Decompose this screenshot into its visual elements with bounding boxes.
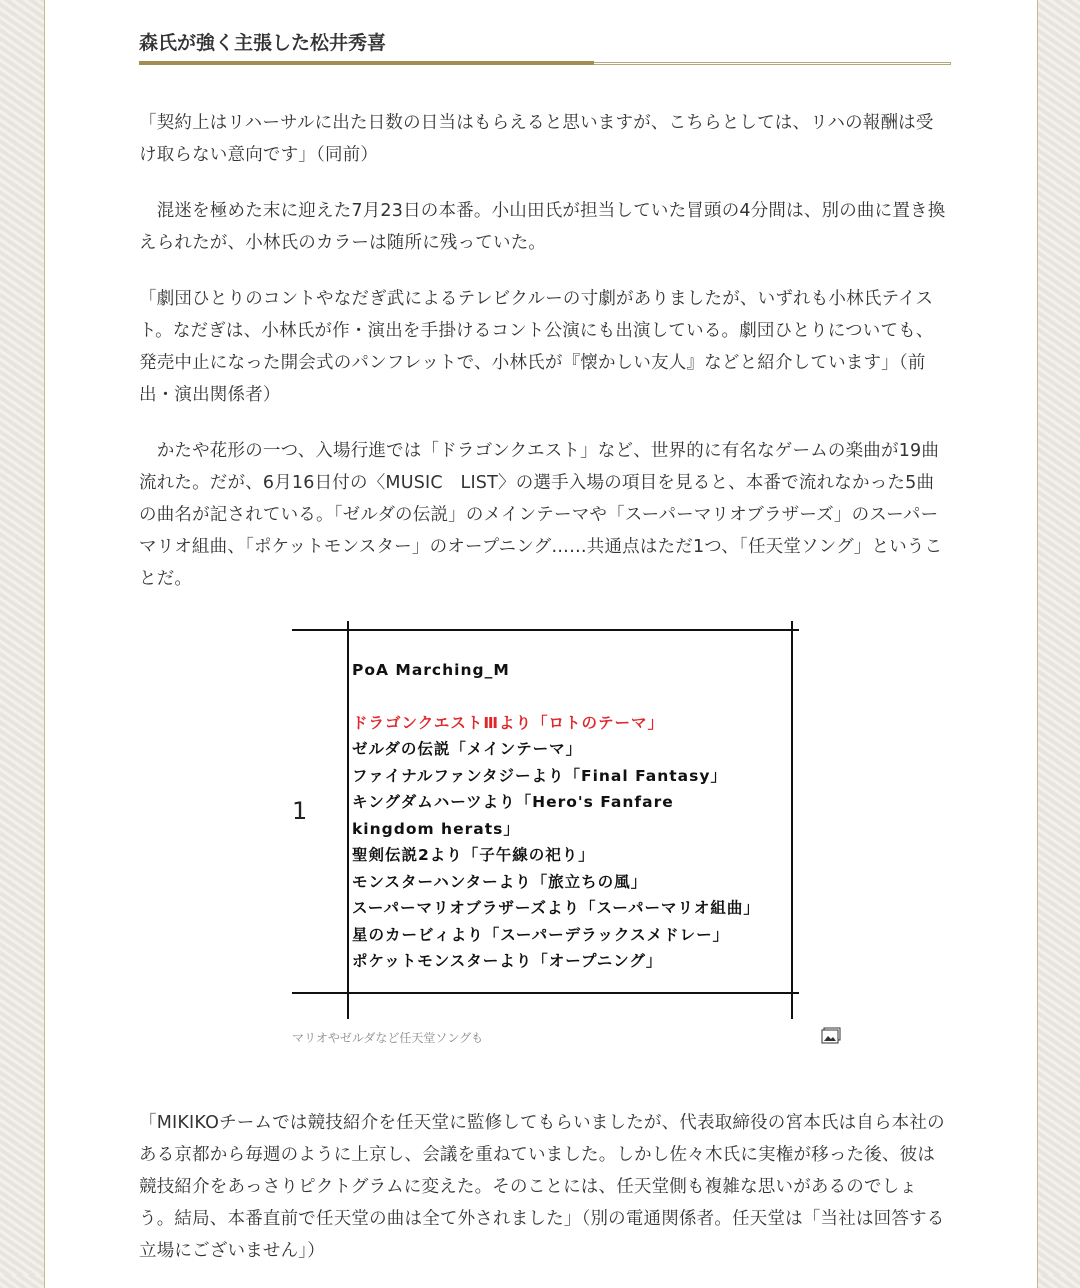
list-item: スーパーマリオブラザーズより「スーパーマリオ組曲」 <box>352 899 760 917</box>
list-item: ゼルダの伝説「メインテーマ」 <box>352 740 583 758</box>
paragraph: かたや花形の一つ、入場行進では「ドラゴンクエスト」など、世界的に有名なゲームの楽曲が19曲流れた。だが、6月16日付の〈MUSIC LIST〉の選手入場の項目を見ると、本番で流れなかった5曲の曲名が記されている。「ゼルダの伝説」のメインテーマや「スーパーマリオブラザーズ」のスーパーマリオ組曲、「ポケットモンスター」のオープニング……共通点はただ1つ、「任天堂ソング」ということだ。 <box>139 441 943 589</box>
paragraph: 「契約上はリハーサルに出た日数の日当はもらえると思いますが、こちらとしては、リハの報酬は受け取らない意向です」（同前） <box>139 113 934 165</box>
list-item: キングダムハーツより「Hero's Fanfare kingdom herats」 <box>352 793 674 838</box>
music-list <box>352 657 760 975</box>
article-figure[interactable] <box>292 621 799 1019</box>
section-heading: 森氏が強く主張した松井秀喜 <box>139 32 387 54</box>
list-item: ファイナルファンタジーより「Final Fantasy」 <box>352 766 727 785</box>
article-panel <box>44 0 1038 1288</box>
list-title: PoA Marching_M <box>352 661 510 679</box>
row-number: 1 <box>292 797 308 825</box>
music-list-image[interactable] <box>292 621 799 1019</box>
list-item: ドラゴンクエストⅢより「ロトのテーマ」 <box>352 713 665 732</box>
list-item: モンスターハンターより「旅立ちの風」 <box>352 872 648 891</box>
heading-underline <box>139 61 951 65</box>
list-item: 聖剣伝説2より「子午線の祀り」 <box>352 846 595 864</box>
list-item: ポケットモンスターより「オープニング」 <box>352 952 663 970</box>
image-gallery-icon[interactable] <box>821 1027 841 1044</box>
list-item: 星のカービィより「スーパーデラックスメドレー」 <box>352 925 730 944</box>
paragraph: 「劇団ひとりのコントやなだぎ武によるテレビクルーの寸劇がありましたが、いずれも小林氏テイスト。なだぎは、小林氏が作・演出を手掛けるコント公演にも出演している。劇団ひとりについても、発売中止になった開会式のパンフレットで、小林氏が『懐かしい友人』などと紹介しています」（前出・演出関係者） <box>139 289 934 405</box>
article-body-top <box>139 107 951 595</box>
article-body-bottom <box>139 1107 951 1267</box>
paragraph: 混迷を極めた末に迎えた7月23日の本番。小山田氏が担当していた冒頭の4分間は、別の曲に置き換えられたが、小林氏のカラーは随所に残っていた。 <box>139 201 946 253</box>
paragraph: 「MIKIKOチームでは競技紹介を任天堂に監修してもらいましたが、代表取締役の宮本氏は自ら本社のある京都から毎週のように上京し、会議を重ねていました。しかし佐々木氏に実権が移った後、彼は競技紹介をあっさりピクトグラムに変えた。そのことには、任天堂側も複雑な思いがあるのでしょう。結局、本番直前で任天堂の曲は全て外されました」（別の電通関係者。任天堂は「当社は回答する立場にございません」） <box>139 1113 945 1261</box>
figure-caption: マリオやゼルダなど任天堂ソングも <box>292 1031 484 1045</box>
